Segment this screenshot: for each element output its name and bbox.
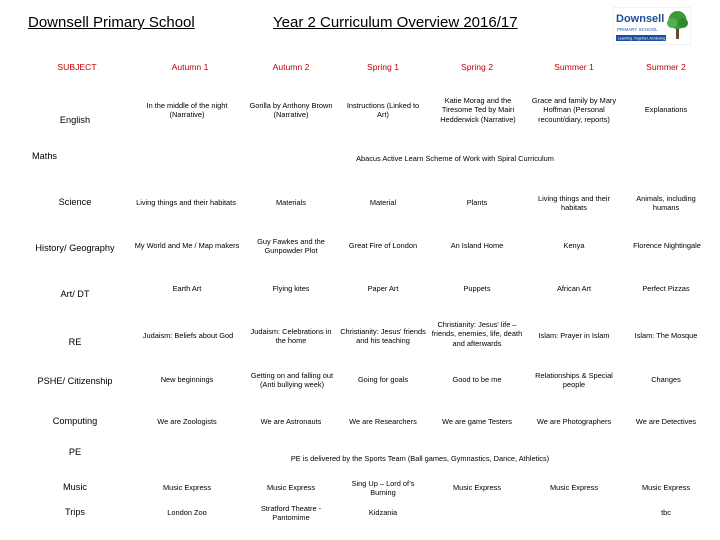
history-autumn-1: My World and Me / Map makers — [134, 241, 240, 251]
pshe-spring-2: Good to be me — [452, 375, 502, 385]
music-summer-2: Music Express — [641, 483, 691, 493]
art-summer-2: Perfect Pizzas — [642, 284, 690, 294]
history-spring-1: Great Fire of London — [348, 241, 418, 251]
science-summer-1: Living things and their habitats — [538, 193, 610, 212]
pshe-autumn-1: New beginnings — [160, 375, 214, 385]
subject-science: Science — [58, 197, 92, 208]
art-spring-2: Puppets — [463, 284, 491, 294]
art-autumn-1: Earth Art — [172, 284, 202, 294]
art-spring-1: Paper Art — [367, 284, 399, 294]
english-summer-2: Explanations — [644, 105, 688, 115]
computing-spring-1: We are Researchers — [349, 417, 417, 427]
subject-computing: Computing — [52, 416, 98, 427]
col-autumn-1: Autumn 1 — [171, 61, 209, 72]
subject-pshe-citizenship: PSHE/ Citizenship — [37, 376, 113, 387]
computing-autumn-2: We are Astronauts — [260, 417, 322, 427]
col-spring-2: Spring 2 — [460, 61, 493, 72]
trips-autumn-1: London Zoo — [167, 508, 207, 518]
history-summer-2: Florence Nightingale — [633, 241, 701, 251]
science-autumn-1: Living things and their habitats — [136, 198, 236, 208]
computing-summer-1: We are Photographers — [536, 417, 612, 427]
col-spring-1: Spring 1 — [366, 61, 399, 72]
music-spring-2: Music Express — [452, 483, 502, 493]
art-autumn-2: Flying kites — [272, 284, 310, 294]
re-summer-1: Islam: Prayer in Islam — [538, 331, 610, 341]
computing-summer-2: We are Detectives — [635, 417, 697, 427]
re-autumn-1: Judaism: Beliefs about God — [142, 331, 234, 341]
music-summer-1: Music Express — [549, 483, 599, 493]
subject-history-geography: History/ Geography — [35, 243, 115, 254]
subject-maths: Maths — [32, 151, 58, 162]
trips-summer-2: tbc — [661, 508, 671, 518]
school-logo — [613, 7, 691, 45]
english-autumn-2: Gorilla by Anthony Brown (Narrative) — [249, 100, 333, 119]
pshe-spring-1: Going for goals — [357, 375, 409, 385]
science-autumn-2: Materials — [276, 198, 306, 208]
science-summer-2: Animals, including humans — [636, 193, 696, 212]
music-autumn-2: Music Express — [266, 483, 316, 493]
col-summer-2: Summer 2 — [646, 61, 686, 72]
re-spring-1: Christianity: Jesus' friends and his teaching — [340, 326, 426, 345]
music-autumn-1: Music Express — [162, 483, 212, 493]
science-spring-2: Plants — [466, 198, 488, 208]
page-title: Year 2 Curriculum Overview 2016/17 — [273, 14, 518, 31]
maths-scheme: Abacus Active Learn Scheme of Work with Spiral Curriculum — [356, 154, 554, 164]
science-spring-1: Material — [369, 198, 397, 208]
logo-name: Downsell — [616, 13, 665, 25]
col-summer-1: Summer 1 — [554, 61, 594, 72]
history-spring-2: An Island Home — [450, 241, 504, 251]
pshe-summer-2: Changes — [651, 375, 681, 385]
english-spring-1: Instructions (Linked to Art) — [346, 100, 420, 119]
trips-spring-1: Kidzania — [368, 508, 398, 518]
subject-music: Music — [63, 482, 87, 493]
subject-art-dt: Art/ DT — [60, 289, 90, 300]
subject-trips: Trips — [64, 507, 86, 518]
music-spring-1: Sing Up – Lord of’s Burning — [351, 478, 415, 497]
english-summer-1: Grace and family by Mary Hoffman (Personal recount/diary, reports) — [531, 96, 617, 124]
computing-autumn-1: We are Zoologists — [157, 417, 217, 427]
school-name: Downsell Primary School — [28, 14, 195, 31]
re-summer-2: Islam: The Mosque — [634, 331, 698, 341]
subject-re: RE — [68, 337, 82, 348]
english-autumn-1: In the middle of the night (Narrative) — [146, 100, 228, 119]
re-spring-2: Christianity: Jesus' life – friends, enemies, life, death and afterwards — [431, 320, 523, 348]
subject-english: English — [59, 115, 91, 126]
computing-spring-2: We are game Testers — [442, 417, 512, 427]
subject-pe: PE — [68, 447, 82, 458]
history-summer-1: Kenya — [563, 241, 585, 251]
pe-delivery-note: PE is delivered by the Sports Team (Ball games, Gymnastics, Dance, Athletics) — [290, 454, 550, 464]
art-summer-1: African Art — [556, 284, 592, 294]
english-spring-2: Katie Morag and the Tiresome Ted by Mairi Hedderwick (Narrative) — [440, 96, 516, 124]
pshe-autumn-2: Getting on and falling out (Anti bullying week) — [250, 370, 334, 389]
history-autumn-2: Guy Fawkes and the Gunpowder Plot — [257, 236, 325, 255]
pshe-summer-1: Relationships & Special people — [535, 370, 613, 389]
trips-autumn-2: Stratford Theatre - Pantomime — [260, 503, 322, 522]
col-autumn-2: Autumn 2 — [272, 61, 310, 72]
re-autumn-2: Judaism: Celebrations in the home — [250, 326, 332, 345]
logo-tagline: Learning. Together. Achieving. — [618, 36, 667, 41]
logo-subtitle: PRIMARY SCHOOL — [617, 27, 658, 32]
col-subject: SUBJECT — [57, 61, 97, 72]
